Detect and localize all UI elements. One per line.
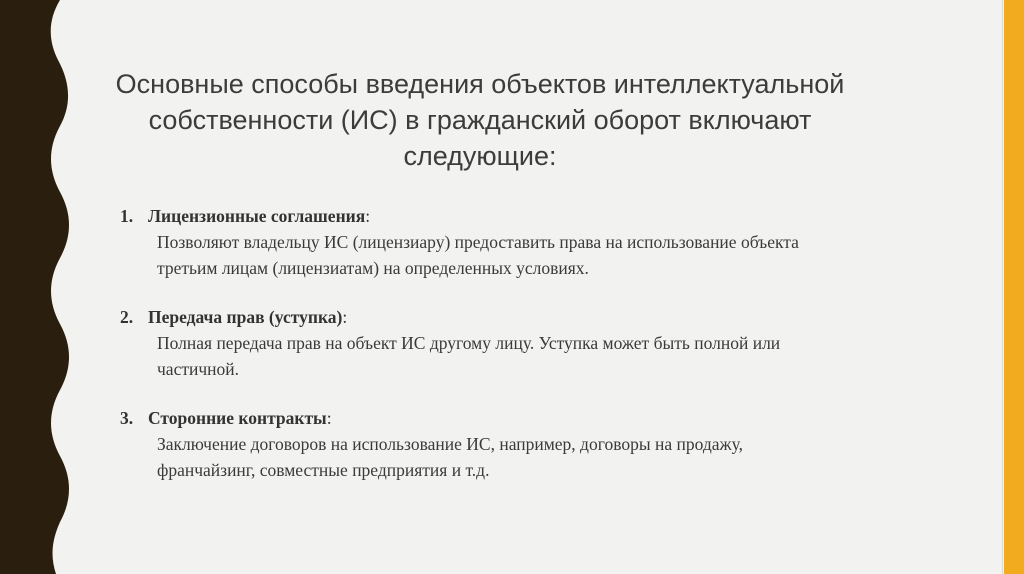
list-item-number: 2. xyxy=(120,307,134,327)
list-item-number: 1. xyxy=(120,206,134,226)
list-item-colon: : xyxy=(365,206,371,226)
list-item-heading xyxy=(120,203,940,229)
list-item-description xyxy=(120,330,940,382)
list-item-description-line-2: частичной. xyxy=(157,359,240,379)
list-item-description-line-1: Полная передача прав на объект ИС другому лицу. Уступка может быть полной или xyxy=(157,333,781,353)
list-item-title: Лицензионные соглашения xyxy=(148,206,366,226)
right-accent-bar xyxy=(1004,0,1024,574)
slide-title xyxy=(100,66,860,174)
slide-title-line-1: Основные способы введения объектов интеллектуальной xyxy=(115,69,845,99)
right-divider-line xyxy=(1002,0,1003,574)
list-item xyxy=(120,304,940,382)
list-item-colon: : xyxy=(342,307,348,327)
numbered-list xyxy=(120,203,940,506)
list-item-description-line-1: Заключение договоров на использование ИС, например, договоры на продажу, xyxy=(157,434,743,454)
list-item xyxy=(120,405,940,483)
list-item-description-line-2: франчайзинг, совместные предприятия и т.д. xyxy=(157,460,490,480)
list-item-description xyxy=(120,229,940,281)
list-item-heading xyxy=(120,405,940,431)
list-item-heading xyxy=(120,304,940,330)
list-item xyxy=(120,203,940,281)
list-item-title: Передача прав (уступка) xyxy=(148,307,343,327)
slide-title-line-2: собственности (ИС) в гражданский оборот включают следующие: xyxy=(148,105,812,171)
list-item-description-line-2: третьим лицам (лицензиатам) на определенных условиях. xyxy=(157,258,589,278)
list-item-number: 3. xyxy=(120,408,134,428)
wavy-left-border-decoration xyxy=(0,0,90,574)
list-item-description-line-1: Позволяют владельцу ИС (лицензиару) предоставить права на использование объекта xyxy=(157,232,799,252)
list-item-title: Сторонние контракты xyxy=(148,408,327,428)
list-item-colon: : xyxy=(326,408,332,428)
list-item-description xyxy=(120,431,940,483)
